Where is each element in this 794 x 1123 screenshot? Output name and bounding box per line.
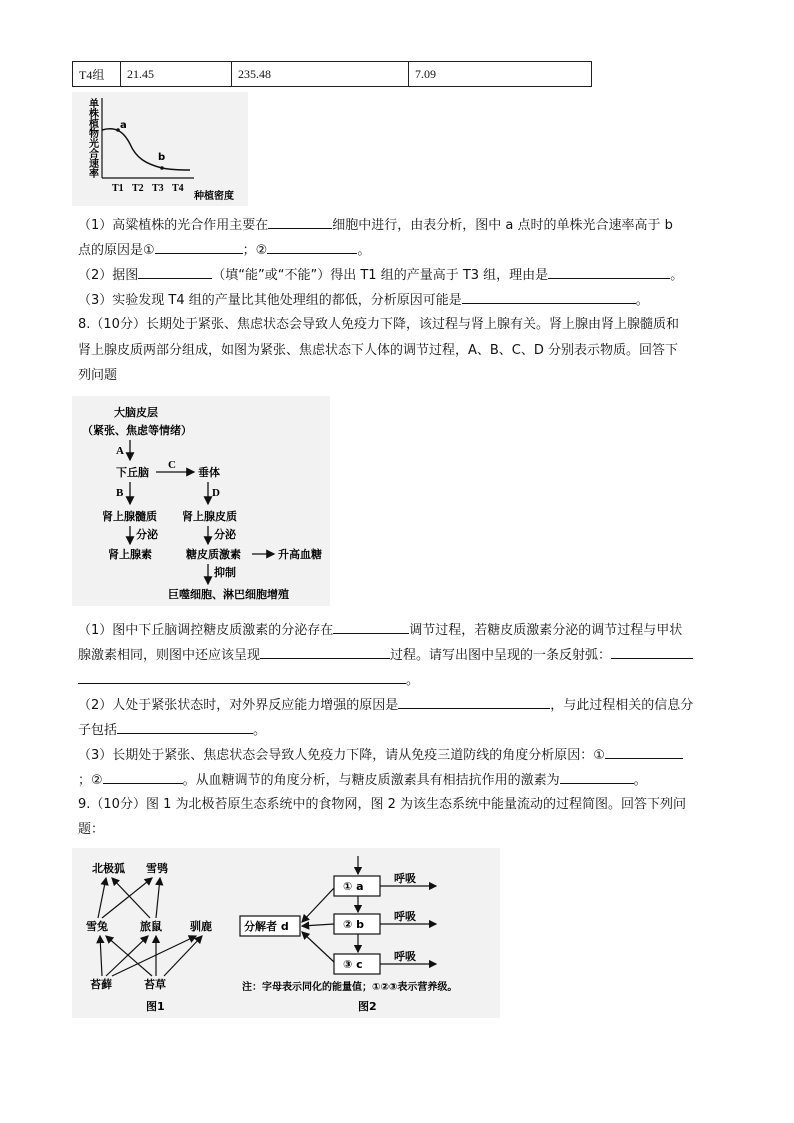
answer-blank [605, 744, 683, 759]
answer-blank [78, 669, 406, 684]
food-web [86, 861, 212, 1013]
text: ；② [242, 243, 268, 258]
tick-label: T2 [132, 183, 144, 194]
table-cell-v3: 7.09 [409, 62, 592, 87]
answer-blank [548, 264, 670, 279]
label-resp-1: 呼吸 [394, 872, 416, 885]
arrow-1-decomposer [302, 888, 334, 922]
text: （2）据图 [78, 268, 139, 283]
q7-part3 [78, 289, 649, 311]
text: 细胞中进行，由表分析，图中 a 点时的单株光合速率高于 b [332, 218, 673, 233]
tick-label: T4 [172, 183, 184, 194]
arrow-2-decomposer [302, 924, 334, 926]
box-level-3-label: ③ c [343, 958, 363, 971]
label-resp-3: 呼吸 [394, 950, 416, 963]
q8-part3-line2 [78, 769, 647, 791]
answer-blank [398, 694, 550, 709]
arrow-hare-fox [98, 878, 106, 918]
box-level-1-label: ① a [343, 880, 364, 893]
figure1-caption: 图1 [146, 1000, 165, 1013]
table-cell-group: T4组 [73, 62, 121, 87]
q8-part1-line3 [78, 669, 419, 691]
node-pituitary: 垂体 [198, 466, 220, 479]
q8-intro-line3: 列问题 [78, 368, 118, 383]
q7-part1-line1 [78, 214, 673, 236]
text: 。从血糖调节的角度分析，与糖皮质激素具有相拮抗作用的激素为 [182, 773, 560, 788]
q8-intro-line1: 8.（10分）长期处于紧张、焦虑状态会导致人免疫力下降，该过程与肾上腺有关。肾上腺由肾上腺髓质和 [78, 317, 679, 332]
x-axis-label: 种植密度 [194, 191, 234, 202]
node-glucocorticoid: 糖皮质激素 [186, 548, 241, 561]
answer-blank [103, 769, 183, 784]
arrow-moss-hare [100, 936, 102, 976]
tick-label: T3 [152, 183, 164, 194]
text: 。 [357, 243, 371, 258]
table-row [73, 62, 592, 87]
q9-intro-line2: 题： [78, 822, 105, 837]
text: ；② [78, 773, 103, 788]
table-cell-v2: 235.48 [232, 62, 409, 87]
answer-blank [260, 644, 390, 659]
node-adrenaline: 肾上腺素 [108, 548, 152, 561]
node-adrenal-medulla: 肾上腺髓质 [102, 510, 157, 523]
node-emotion: （紧张、焦虑等情绪） [82, 424, 192, 437]
text: 点的原因是① [78, 243, 155, 258]
text: 。 [635, 293, 649, 308]
node-snowshoe-hare: 雪兔 [86, 920, 108, 933]
density-figure [72, 92, 248, 206]
text: （3）实验发现 T4 组的产量比其他处理组的都低，分析原因可能是 [78, 293, 462, 308]
text: （1）图中下丘脑调控糖皮质激素的分泌存在 [78, 623, 334, 638]
q8-part1-line1 [78, 619, 682, 641]
node-cerebral-cortex: 大脑皮层 [114, 406, 158, 419]
answer-blank [462, 289, 636, 304]
figure2-note: 注：字母表示同化的能量值；①②③表示营养级。 [242, 982, 458, 993]
text: （1）高粱植株的光合作用主要在 [78, 218, 269, 233]
node-raise-glucose: 升高血糖 [278, 548, 322, 561]
label-resp-2: 呼吸 [394, 910, 416, 923]
text: （填“能”或“不能”）得出 T1 组的产量高于 T3 组，理由是 [212, 268, 549, 283]
q8-part1-line2 [78, 644, 693, 666]
text: （3）长期处于紧张、焦虑状态会导致人免疫力下降，请从免疫三道防线的角度分析原因：① [78, 748, 605, 763]
text: 过程。请写出图中呈现的一条反射弧： [390, 648, 612, 663]
box-decomposer-label: 分解者 d [244, 920, 289, 933]
node-reindeer: 驯鹿 [190, 920, 212, 933]
node-snowy-owl: 雪鸮 [146, 862, 168, 875]
node-lemming: 旅鼠 [140, 920, 162, 933]
rate-curve [102, 129, 190, 170]
text: 。 [406, 673, 420, 688]
text: 子包括 [78, 723, 118, 738]
q7-part1-line2 [78, 239, 370, 261]
tick-label: T1 [112, 183, 124, 194]
text: ，与此过程相关的信息分 [550, 698, 694, 713]
label-secrete-1: 分泌 [136, 528, 158, 541]
box-level-2-label: ② b [343, 918, 365, 931]
text: 。 [253, 723, 267, 738]
text: 调节过程，若糖皮质激素分泌的调节过程与甲状 [409, 623, 683, 638]
label-D: D [212, 487, 220, 499]
label-secrete-2: 分泌 [214, 528, 236, 541]
point-b [160, 166, 164, 170]
node-hypothalamus: 下丘脑 [116, 466, 149, 479]
node-arctic-fox: 北极狐 [92, 862, 125, 875]
table-cell-v1: 21.45 [121, 62, 232, 87]
text: （2）人处于紧张状态时，对外界反应能力增强的原因是 [78, 698, 399, 713]
point-a-label: a [120, 120, 127, 131]
answer-blank [138, 264, 212, 279]
arrow-lemming-owl [156, 878, 160, 918]
y-axis-label [87, 97, 100, 179]
q8-part2-line2 [78, 719, 266, 741]
q7-part2 [78, 264, 683, 286]
answer-blank [560, 769, 634, 784]
text: 腺激素相同，则图中还应该呈现 [78, 648, 261, 663]
answer-blank [155, 239, 243, 254]
node-sedge: 苔草 [144, 978, 166, 991]
data-table [72, 61, 592, 87]
ecosystem-figures [72, 848, 500, 1018]
figure2-caption: 图2 [358, 1000, 377, 1013]
answer-blank [333, 619, 409, 634]
answer-blank [117, 719, 253, 734]
regulation-diagram [72, 396, 330, 606]
q8-part3-line1 [78, 744, 683, 766]
node-adrenal-cortex: 肾上腺皮质 [182, 510, 237, 523]
svg-text:单株植物光合速率: 单株植物光合速率 [86, 98, 98, 178]
answer-blank [267, 239, 357, 254]
q8-intro-line2: 肾上腺皮质两部分组成，如图为紧张、焦虑状态下人体的调节过程，A、B、C、D 分别表示物质。回答下 [78, 343, 679, 358]
energy-flow [240, 856, 457, 1013]
label-C: C [168, 459, 176, 471]
q8-part2-line1 [78, 694, 693, 716]
node-immune-cells: 巨噬细胞、淋巴细胞增殖 [168, 588, 289, 601]
answer-blank [268, 214, 332, 229]
q9-intro-line1: 9.（10分）图 1 为北极苔原生态系统中的食物网，图 2 为该生态系统中能量流动的过程简图。回答下列问 [78, 797, 687, 812]
label-B: B [116, 487, 124, 499]
label-inhibit: 抑制 [214, 566, 236, 579]
text: 。 [633, 773, 647, 788]
answer-blank [611, 644, 693, 659]
point-b-label: b [158, 152, 166, 163]
arrow-3-decomposer [302, 932, 334, 962]
text: 。 [670, 268, 684, 283]
label-A: A [116, 445, 124, 457]
node-moss: 苔藓 [90, 978, 112, 991]
